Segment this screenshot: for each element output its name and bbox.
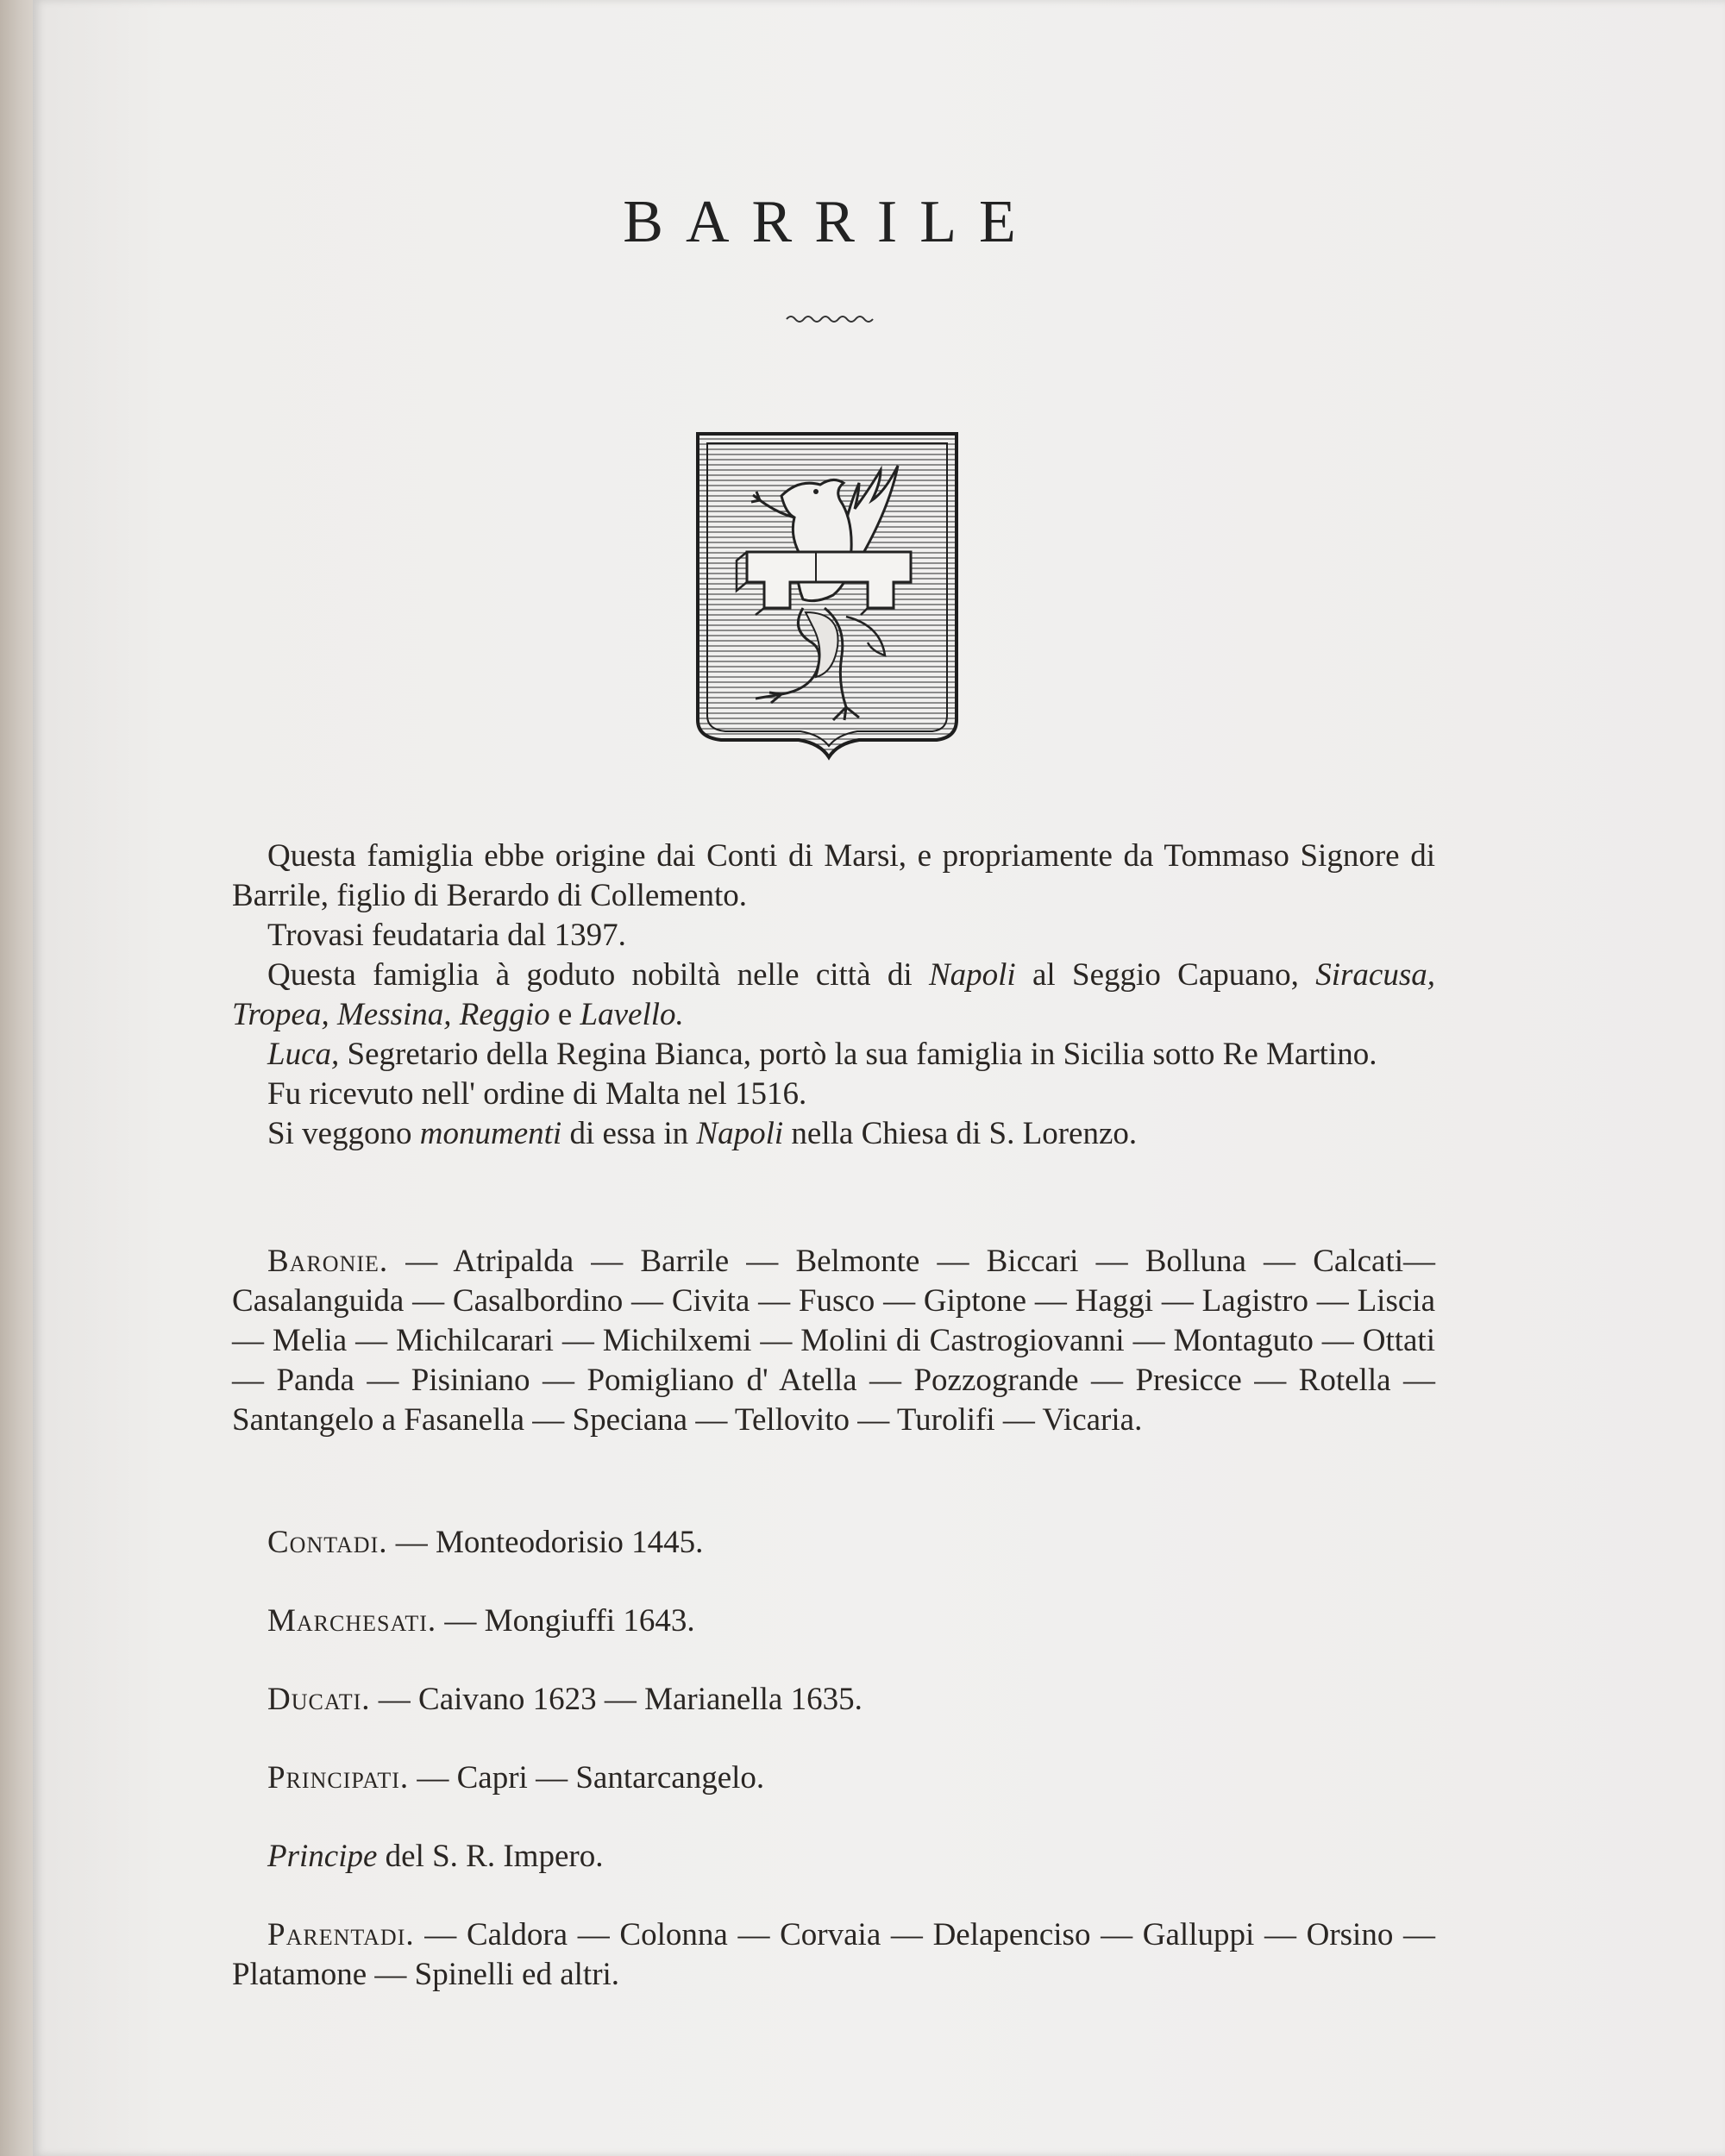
baronie-list: — Atripalda — Barrile — Belmonte — Biccari — Bolluna — Calcati— Casalanguida — Casalbordino — Civita — Fusco — Giptone — Haggi — Lagistro — Liscia — Melia — Michilcarari — Michilxemi — Molini di Castrogiovanni — Montaguto — Ottati — Panda — Pisiniano — Pomigliano d' Atella — Pozzogrande — Presicce — Rotella — Santangelo a Fasanella — Speciana — Tellovito — Turolifi — Vicaria. (232, 1244, 1435, 1438)
city-list: Siracusa, Tropea, Messina, Reggio (232, 957, 1435, 1032)
principe-rest: del S. R. Impero. (377, 1839, 604, 1874)
title-flourish-ornament (785, 310, 880, 328)
coat-of-arms-griffin-shield (695, 431, 963, 763)
principe-word: Principe (267, 1839, 378, 1874)
section-contadi (232, 1523, 1435, 1563)
paragraph-feudataria: Trovasi feudataria dal 1397. (267, 918, 626, 953)
city-napoli: Napoli (928, 957, 1016, 993)
city-lavello: Lavello. (580, 997, 684, 1032)
document-page (33, 0, 1725, 2156)
ducati-list: — Caivano 1623 — Marianella 1635. (370, 1682, 862, 1717)
page-title: BARRILE (623, 189, 1038, 255)
paragraph-origin: Questa famiglia ebbe origine dai Conti di Marsi, e propriamente da Tommaso Signore di Barrile, figlio di Berardo di Collemento. (232, 838, 1435, 913)
principati-label: Principati. (267, 1760, 410, 1796)
paragraph-luca: Luca, Segretario della Regina Bianca, portò la sua famiglia in Sicilia sotto Re Martino. (267, 1037, 1377, 1072)
section-marchesati (232, 1601, 1435, 1641)
section-principati (232, 1758, 1435, 1798)
paragraph-nobility: Questa famiglia à goduto nobiltà nelle città di Napoli al Seggio Capuano, Siracusa, Tropea, Messina, Reggio e Lavello. (232, 957, 1435, 1032)
section-ducati (232, 1680, 1435, 1720)
contadi-label: Contadi. (267, 1525, 388, 1560)
city-napoli-2: Napoli (696, 1116, 784, 1151)
paragraph-monuments: Si veggono monumenti di essa in Napoli nella Chiesa di S. Lorenzo. (267, 1116, 1138, 1151)
section-principe (232, 1837, 1435, 1877)
contadi-list: — Monteodorisio 1445. (387, 1525, 704, 1560)
marchesati-list: — Mongiuffi 1643. (436, 1603, 695, 1639)
intro-text (232, 837, 1435, 1154)
principati-list: — Capri — Santarcangelo. (409, 1760, 765, 1796)
paragraph-malta: Fu ricevuto nell' ordine di Malta nel 1516. (267, 1076, 807, 1112)
page-binding-edge (0, 0, 33, 2156)
word-monumenti: monumenti (419, 1116, 562, 1151)
parentadi-list: — Caldora — Colonna — Corvaia — Delapenciso — Galluppi — Orsino — Platamone — Spinelli ed altri. (232, 1917, 1435, 1992)
section-parentadi (232, 1915, 1435, 1995)
baronie-label: Baronie. (267, 1244, 389, 1279)
ducati-label: Ducati. (267, 1682, 371, 1717)
parentadi-label: Parentadi. (267, 1917, 415, 1952)
marchesati-label: Marchesati. (267, 1603, 437, 1639)
name-luca: Luca, (267, 1037, 340, 1072)
section-baronie (232, 1242, 1435, 1440)
